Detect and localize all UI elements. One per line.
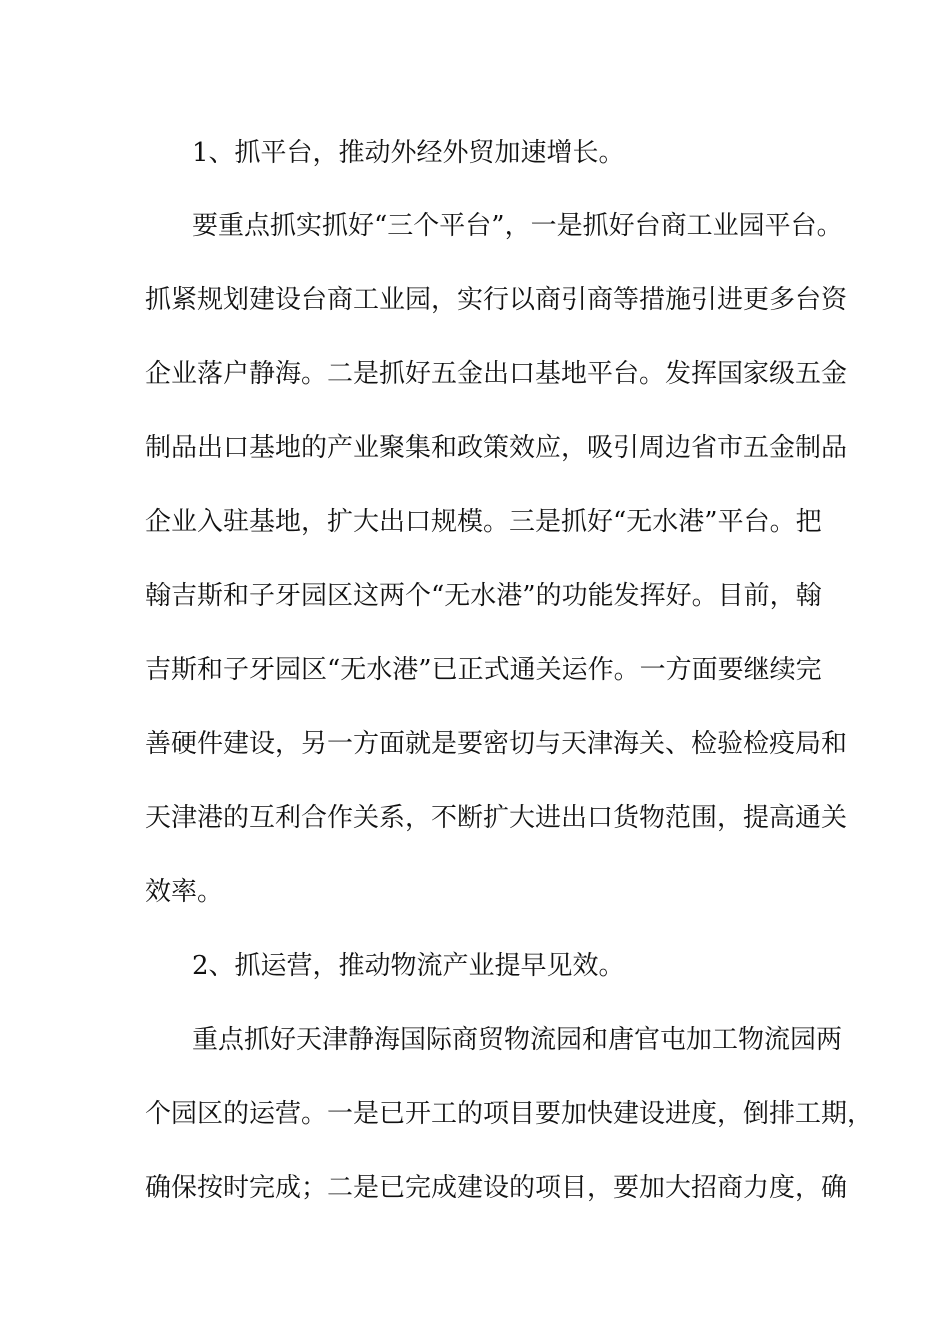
paragraph-line: 要重点抓实抓好“三个平台”，一是抓好台商工业园平台。: [192, 211, 843, 241]
paragraph-line: 制品出口基地的产业聚集和政策效应，吸引周边省市五金制品: [145, 433, 848, 463]
paragraph-line: 个园区的运营。一是已开工的项目要加快建设进度，倒排工期，: [145, 1099, 874, 1129]
section-1-heading: 1、抓平台，推动外经外贸加速增长。: [192, 138, 625, 168]
paragraph-line: 重点抓好天津静海国际商贸物流园和唐官屯加工物流园两: [192, 1025, 843, 1055]
paragraph-line: 天津港的互利合作关系，不断扩大进出口货物范围，提高通关: [145, 803, 848, 833]
paragraph-line: 抓紧规划建设台商工业园，实行以商引商等措施引进更多台资: [145, 285, 848, 315]
paragraph-line: 效率。: [145, 877, 224, 907]
paragraph-line: 企业入驻基地，扩大出口规模。三是抓好“无水港”平台。把: [145, 507, 822, 537]
paragraph-line: 善硬件建设，另一方面就是要密切与天津海关、检验检疫局和: [145, 729, 848, 759]
paragraph-line: 翰吉斯和子牙园区这两个“无水港”的功能发挥好。目前，翰: [145, 581, 822, 611]
paragraph-line: 确保按时完成；二是已完成建设的项目，要加大招商力度，确: [145, 1173, 848, 1203]
paragraph-line: 吉斯和子牙园区“无水港”已正式通关运作。一方面要继续完: [145, 655, 822, 685]
section-2-heading: 2、抓运营，推动物流产业提早见效。: [192, 951, 625, 981]
paragraph-line: 企业落户静海。二是抓好五金出口基地平台。发挥国家级五金: [145, 359, 848, 389]
